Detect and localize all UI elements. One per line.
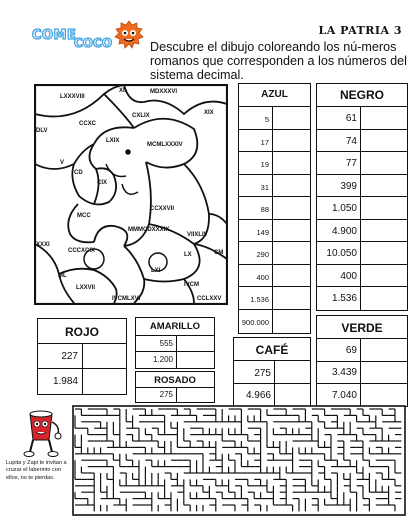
table-cafe-title: CAFÉ (255, 343, 289, 357)
negro-value: 1.050 (331, 203, 357, 214)
figure-label: MDXXXVI (150, 89, 178, 95)
figure-label: LX (184, 252, 192, 258)
azul-value: 290 (256, 250, 269, 259)
coloring-figure (34, 84, 228, 305)
table-negro-title: NEGRO (339, 88, 384, 102)
maze[interactable] (72, 405, 406, 516)
azul-value: 88 (260, 205, 269, 214)
monster-logo-icon (112, 18, 146, 52)
mascot-cup-icon (22, 408, 64, 458)
figure-label: CIX (97, 180, 108, 186)
azul-value: 31 (260, 183, 269, 192)
cafe-value: 275 (254, 368, 271, 379)
figure-label: CCXC (79, 121, 97, 127)
figure-label: MCMLXXXIV (147, 142, 183, 148)
logo-coco: COCO (74, 36, 113, 50)
azul-value: 149 (256, 228, 269, 237)
figure-label: V (60, 160, 65, 166)
amarillo-value: 1.200 (152, 355, 173, 364)
rojo-value: 1.984 (52, 376, 78, 387)
negro-value: 399 (340, 181, 357, 192)
table-cafe (233, 337, 311, 407)
table-verde (316, 315, 408, 407)
figure-label: IVCM (184, 282, 199, 288)
verde-value: 3.439 (331, 367, 357, 378)
rosado-value: 275 (159, 390, 173, 399)
table-amarillo-title: AMARILLO (149, 321, 201, 332)
figure-label: CCXXVII (150, 206, 175, 212)
negro-value: 61 (345, 113, 357, 124)
table-rosado-title: ROSADO (154, 375, 196, 386)
figure-label: XII (119, 88, 127, 94)
cafe-value: 4.966 (245, 390, 271, 401)
negro-value: 400 (340, 271, 357, 282)
page-title: LA PATRIA 3 (318, 24, 402, 37)
table-azul-title: AZUL (261, 89, 288, 100)
instructions-text: Descubre el dibujo coloreando los nú-meros romanos que corresponden a los números del sistema decimal. (150, 40, 407, 82)
figure-label: LXIX (106, 138, 120, 144)
table-verde-title: VERDE (341, 321, 383, 335)
figure-label: LXXVII (76, 285, 96, 291)
azul-value: 1.536 (250, 295, 269, 304)
verde-value: 7.040 (331, 390, 357, 401)
figure-label: DLV (36, 128, 48, 134)
logo-come: COME (32, 28, 77, 43)
table-negro (316, 83, 408, 311)
verde-value: 69 (345, 345, 357, 356)
azul-value: 400 (256, 273, 269, 282)
figure-label: IVCMLXVI (112, 296, 141, 302)
negro-value: 4.900 (331, 226, 357, 237)
negro-value: 10.050 (326, 248, 357, 259)
azul-value: 5 (264, 115, 269, 124)
figure-label: CXLIX (132, 113, 150, 119)
table-amarillo (135, 317, 215, 369)
figure-label: CCLXXV (197, 296, 222, 302)
figure-label: CD (74, 170, 83, 176)
figure-label: XXXI (36, 242, 50, 248)
figure-label: ML (58, 273, 67, 279)
table-azul (238, 83, 311, 334)
azul-value: 19 (260, 160, 269, 169)
amarillo-value: 555 (159, 339, 173, 348)
negro-value: 77 (345, 158, 357, 169)
table-rosado (135, 371, 215, 403)
figure-label: CCCXCIX (68, 248, 96, 254)
table-rojo (37, 318, 127, 395)
table-rojo-title: ROJO (64, 325, 99, 339)
figure-label: MCC (77, 213, 91, 219)
figure-label: XIX (204, 110, 214, 116)
figure-label: LXI (151, 268, 161, 274)
rojo-value: 227 (61, 351, 78, 362)
maze-caption: Lupita y Zapi te invitan a cruzar el laberinto con ellos, no te pierdas. (6, 460, 67, 481)
negro-value: 1.536 (331, 293, 357, 304)
figure-label: CM (214, 250, 224, 256)
figure-label: VIIXLIV (187, 232, 208, 238)
figure-label: LXXXVIII (60, 94, 85, 100)
azul-value: 17 (260, 138, 269, 147)
azul-value: 900.000 (241, 318, 269, 327)
figure-label: MMMCDXXXIX (128, 227, 170, 233)
negro-value: 74 (345, 136, 357, 147)
